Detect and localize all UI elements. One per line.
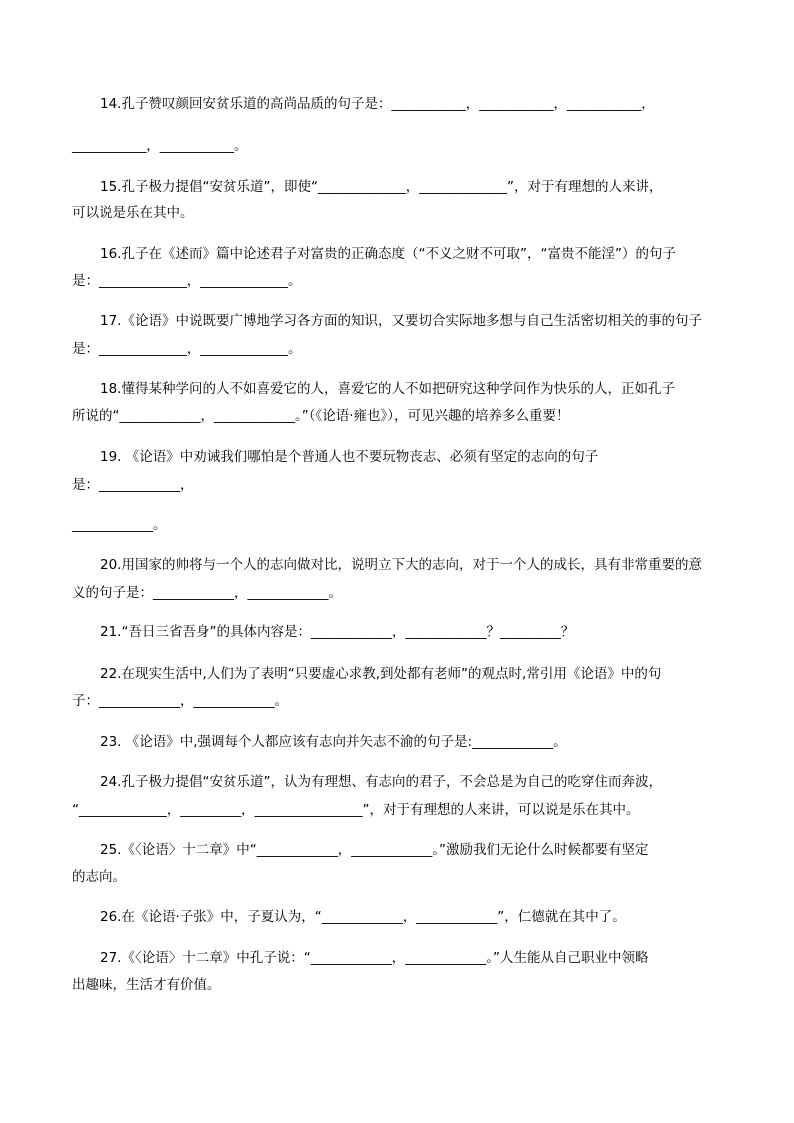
q17-line1: 17.《论语》中说既要广博地学习各方面的知识，又要切合实际地多想与自己生活密切相关的事的句子 bbox=[100, 313, 702, 329]
q14-line2: ___________，___________。 bbox=[72, 138, 248, 154]
q25-line1: 25.《〈论语〉十二章》中“____________，____________。”激励我们无论什么时候都要有坚定 bbox=[100, 842, 649, 858]
q24-line2: “_____________，_________，________________”，对于有理想的人来讲，可以说是乐在其中。 bbox=[72, 802, 640, 818]
q22-line2: 子：____________，____________。 bbox=[72, 693, 288, 709]
q15-line2: 可以说是乐在其中。 bbox=[72, 205, 194, 221]
q24-line1: 24.孔子极力提倡“安贫乐道”，认为有理想、有志向的君子，不会总是为自己的吃穿住而奔波， bbox=[100, 774, 662, 790]
q19-line3: ____________。 bbox=[72, 517, 167, 533]
q15-line1: 15.孔子极力提倡“安贫乐道”，即使“_____________，_____________”，对于有理想的人来讲， bbox=[100, 179, 663, 195]
q14-line1: 14.孔子赞叹颜回安贫乐道的高尚品质的句子是：___________，___________，___________， bbox=[100, 96, 655, 112]
q22-line1: 22.在现实生活中,人们为了表明“只要虚心求教,到处都有老师”的观点时,常引用《论语》中的句 bbox=[100, 666, 662, 682]
q16-line1: 16.孔子在《述而》篇中论述君子对富贵的正确态度（“不义之财不可取”，“富贵不能淫”）的句子 bbox=[100, 246, 676, 262]
q27-line2: 出趣味，生活才有价值。 bbox=[72, 977, 221, 993]
q19-line2: 是：____________， bbox=[72, 477, 194, 493]
q17-line2: 是：_____________，_____________。 bbox=[72, 341, 302, 357]
q20-line2: 义的句子是：____________，____________。 bbox=[72, 585, 342, 601]
q18-line2: 所说的“____________，____________。”（《论语·雍也》），可见兴趣的培养多么重要！ bbox=[72, 408, 570, 424]
q20-line1: 20.用国家的帅将与一个人的志向做对比，说明立下大的志向，对于一个人的成长，具有非常重要的意 bbox=[100, 557, 702, 573]
q23-line1: 23. 《论语》中,强调每个人都应该有志向并矢志不渝的句子是:____________。 bbox=[100, 734, 567, 750]
q25-line2: 的志向。 bbox=[72, 869, 126, 885]
q26-line1: 26.在《论语·子张》中，子夏认为，“____________，____________”，仁德就在其中了。 bbox=[100, 909, 626, 925]
q18-line1: 18.懂得某种学问的人不如喜爱它的人，喜爱它的人不如把研究这种学问作为快乐的人，正如孔子 bbox=[100, 381, 675, 397]
q21-line1: 21.“吾日三省吾身”的具体内容是：____________，____________？_________？ bbox=[100, 624, 575, 640]
q19-line1: 19. 《论语》中劝诫我们哪怕是个普通人也不要玩物丧志、必须有坚定的志向的句子 bbox=[100, 449, 599, 465]
q27-line1: 27.《〈论语〉十二章》中孔子说：“____________，____________。”人生能从自己职业中领略 bbox=[100, 950, 649, 966]
q16-line2: 是：_____________，_____________。 bbox=[72, 273, 302, 289]
